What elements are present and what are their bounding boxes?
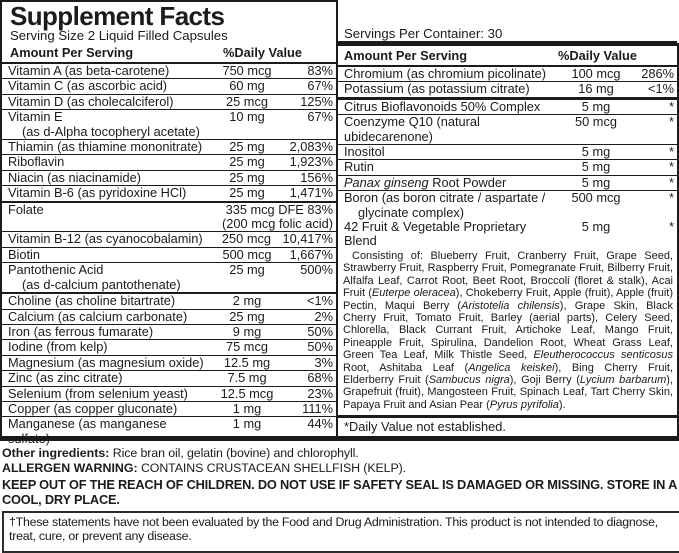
nutrient-name: Citrus Bioflavonoids 50% Complex	[344, 98, 541, 114]
label-footer	[2, 446, 679, 553]
nutrient-amount: 5 mg	[581, 174, 611, 190]
nutrient-row	[338, 97, 677, 114]
supplement-facts-title: Supplement Facts	[10, 1, 225, 31]
nutrient-dv: 156%	[300, 169, 333, 185]
nutrient-dv: 2%	[314, 308, 333, 324]
nutrient-amount: 250 mcg	[221, 231, 272, 247]
nutrient-dv: *	[669, 144, 674, 160]
nutrient-row	[2, 109, 336, 139]
nutrient-amount: 5 mg	[581, 219, 611, 235]
other-ingredients-text: Rice bran oil, gelatin (bovine) and chlorophyll.	[109, 446, 359, 460]
nutrient-name: Vitamin B-6 (as pyridoxine HCl)	[8, 185, 187, 201]
nutrient-amount: 500 mcg	[222, 246, 272, 262]
nutrient-dv: 125%	[300, 93, 333, 109]
nutrient-row	[2, 386, 336, 401]
amount-header-label: Amount Per Serving	[10, 45, 134, 60]
allergen-warning-label: ALLERGEN WARNING:	[2, 461, 138, 476]
nutrient-dv: *	[669, 219, 674, 235]
amount-header-label: Amount Per Serving	[344, 48, 468, 63]
nutrient-dv: *	[669, 98, 674, 114]
nutrient-name: Folate	[8, 201, 44, 217]
nutrient-dv: 3%	[314, 354, 333, 370]
dv-header-label: %Daily Value	[223, 45, 302, 60]
nutrient-amount: 500 mcg	[571, 190, 621, 206]
nutrient-amount: 750 mcg	[222, 63, 272, 78]
nutrient-name: Riboflavin	[8, 154, 65, 170]
nutrient-dv: *	[669, 174, 674, 190]
other-ingredients	[2, 446, 679, 460]
nutrient-row	[2, 262, 336, 292]
nutrient-row	[2, 78, 336, 93]
nutrient-amount: 7.5 mg	[227, 370, 267, 386]
nutrient-row	[2, 154, 336, 169]
nutrient-row	[2, 324, 336, 339]
allergen-warning	[2, 461, 679, 475]
nutrient-amount: 25 mg	[229, 308, 265, 324]
fda-disclaimer-box	[2, 511, 679, 553]
nutrient-amount: 25 mg	[229, 169, 265, 185]
nutrient-row	[2, 139, 336, 154]
nutrient-row	[2, 416, 336, 446]
nutrient-name: Niacin (as niacinamide)	[8, 169, 141, 185]
nutrient-amount: 2 mg	[232, 293, 262, 309]
fda-disclaimer: †These statements have not been evaluated by the Food and Drug Administration. This product is not intended to diagnose, treat, cure, or prevent any disease.	[9, 515, 658, 544]
proprietary-blend-row	[338, 220, 677, 249]
nutrient-dv: 1,667%	[289, 246, 333, 262]
nutrient-amount: 1 mg	[232, 416, 262, 432]
nutrient-dv: 67%	[307, 109, 333, 125]
dv-header-label: %Daily Value	[558, 48, 637, 63]
nutrient-amount: 50 mcg	[575, 114, 617, 130]
nutrient-dv: 1,923%	[289, 154, 333, 170]
nutrient-name: Panax ginseng Root Powder	[344, 174, 507, 190]
nutrient-amount: 25 mcg	[226, 93, 268, 109]
nutrient-name: Coenzyme Q10 (natural ubidecarenone)	[344, 114, 480, 144]
nutrient-name: Iron (as ferrous fumarate)	[8, 323, 154, 339]
other-ingredients-label: Other ingredients:	[2, 446, 110, 460]
nutrient-name: Chromium (as chromium picolinate)	[344, 66, 546, 81]
nutrient-dv: 10,417%	[282, 231, 333, 247]
nutrient-name: Biotin	[8, 246, 41, 262]
nutrient-row	[338, 67, 677, 81]
nutrient-dv: *	[669, 114, 674, 130]
nutrient-row	[338, 220, 677, 249]
nutrient-dv: <1%	[648, 81, 674, 97]
allergen-warning-text: CONTAINS CRUSTACEAN SHELLFISH (KELP).	[137, 461, 406, 476]
nutrient-row	[338, 159, 677, 174]
nutrient-dv: 500%	[300, 262, 333, 278]
nutrient-name: 42 Fruit & Vegetable Proprietary Blend	[344, 219, 527, 249]
nutrient-row	[2, 292, 336, 308]
nutrient-row	[2, 94, 336, 109]
nutrient-amount: 10 mg	[229, 109, 265, 125]
nutrient-name: Boron (as boron citrate / aspartate / glycinate complex)	[344, 190, 546, 220]
nutrient-name: Zinc (as zinc citrate)	[8, 370, 123, 386]
right-column	[338, 0, 677, 436]
nutrient-amount: 75 mcg	[226, 339, 268, 355]
nutrient-dv: 23%	[307, 385, 333, 401]
nutrient-amount: 335 mcg DFE 83% (200 mcg folic acid)	[222, 201, 333, 232]
nutrient-dv: <1%	[307, 293, 333, 309]
nutrient-amount: 25 mg	[229, 185, 265, 201]
nutrient-name: Potassium (as potassium citrate)	[344, 81, 530, 97]
nutrient-amount: 25 mg	[229, 139, 265, 155]
nutrient-row	[2, 355, 336, 370]
nutrient-row	[2, 370, 336, 385]
nutrient-dv: 286%	[641, 66, 674, 81]
nutrient-amount: 1 mg	[232, 400, 262, 416]
nutrient-dv: 67%	[307, 78, 333, 94]
nutrient-row	[2, 201, 336, 232]
nutrient-name: Choline (as choline bitartrate)	[8, 293, 176, 309]
nutrient-dv: *	[669, 190, 674, 206]
nutrient-amount: 16 mg	[578, 81, 614, 97]
nutrient-dv: 1,471%	[289, 185, 333, 201]
column-header	[338, 46, 677, 67]
nutrient-amount: 25 mg	[229, 262, 265, 278]
nutrient-name: Manganese (as manganese sulfate)	[8, 416, 167, 446]
nutrient-dv: 50%	[307, 323, 333, 339]
left-column	[2, 0, 336, 446]
keep-out-warning: KEEP OUT OF THE REACH OF CHILDREN. DO NOT USE IF SAFETY SEAL IS DAMAGED OR MISSING. STORE IN A COOL, DRY PLACE.	[2, 477, 677, 507]
nutrient-amount: 12.5 mcg	[220, 385, 274, 401]
servings-per-container: Servings Per Container: 30	[344, 26, 503, 41]
nutrient-amount: 5 mg	[581, 98, 611, 114]
nutrient-row	[2, 231, 336, 246]
nutrient-rows-right	[338, 67, 677, 220]
nutrient-amount: 5 mg	[581, 159, 611, 175]
nutrient-row	[2, 309, 336, 324]
nutrient-dv: 2,083%	[289, 139, 333, 155]
nutrient-name: Vitamin E (as d-Alpha tocopheryl acetate)	[8, 109, 200, 139]
nutrient-row	[2, 64, 336, 78]
nutrient-row	[338, 144, 677, 159]
nutrient-rows-left	[2, 64, 336, 446]
nutrient-row	[338, 190, 677, 220]
nutrient-row	[2, 170, 336, 185]
nutrient-name: Calcium (as calcium carbonate)	[8, 308, 188, 324]
nutrient-amount: 12.5 mg	[223, 354, 271, 370]
column-header	[2, 43, 336, 64]
nutrient-row	[2, 247, 336, 262]
nutrient-amount: 100 mcg	[571, 66, 621, 81]
nutrient-name: Vitamin A (as beta-carotene)	[8, 63, 170, 78]
nutrient-amount: 5 mg	[581, 144, 611, 160]
blend-description: Consisting of: Blueberry Fruit, Cranberry Fruit, Grape Seed, Strawberry Fruit, Raspberry Fruit, Pomegranate Fruit, Bilberry Fruit, Alfalfa Leaf, Carrot Root, Beet Root, Broccoli (floret & stalk), Acai Fruit (Euterpe oleracea), Chokeberry Fruit, Apple (fruit), Apple (fruit) Pectin, Maqui Berry (Aristotelia chilensis), Grape Skin, Black Cherry Fruit, Tomato Fruit, Barley (aerial parts), Celery Seed, Chlorella, Black Currant Fruit, Artichoke Leaf, Mango Fruit, Pineapple Fruit, Spirulina, Dandelion Root, Wheat Grass Leaf, Green Tea Leaf, Milk Thistle Seed, Eleutherococcus senticosus Root, Ashitaba Leaf (Angelica keiskei), Bing Cherry Fruit, Elderberry Fruit (Sambucus nigra), Goji Berry (Lycium barbarum), Grapefruit (fruit), Mangosteen Fruit, Spinach Leaf, Tart Cherry Skin, Papaya Fruit and Asian Pear (Pyrus pyrifolia).	[343, 249, 674, 411]
nutrient-row	[2, 185, 336, 200]
nutrient-dv: 83%	[307, 63, 333, 78]
nutrient-name: Vitamin D (as cholecalciferol)	[8, 93, 174, 109]
nutrient-row	[2, 339, 336, 354]
nutrient-row	[338, 175, 677, 190]
nutrient-name: Vitamin B-12 (as cyanocobalamin)	[8, 231, 203, 247]
nutrient-dv: *	[669, 159, 674, 175]
nutrient-row	[338, 114, 677, 144]
nutrient-row	[2, 401, 336, 416]
nutrient-dv: 50%	[307, 339, 333, 355]
nutrient-name: Iodine (from kelp)	[8, 339, 108, 355]
serving-size: Serving Size 2 Liquid Filled Capsules	[10, 28, 228, 43]
nutrient-name: Selenium (from selenium yeast)	[8, 385, 188, 401]
nutrient-name: Magnesium (as magnesium oxide)	[8, 354, 204, 370]
nutrient-name: Thiamin (as thiamine mononitrate)	[8, 139, 203, 155]
nutrient-amount: 9 mg	[232, 323, 262, 339]
nutrient-dv: 44%	[307, 416, 333, 432]
nutrient-name: Rutin	[344, 159, 374, 175]
dv-footnote: *Daily Value not established.	[338, 415, 677, 436]
nutrient-name: Inositol	[344, 144, 385, 160]
nutrient-dv: 68%	[307, 370, 333, 386]
nutrient-dv: 111%	[302, 400, 333, 416]
nutrient-name: Copper (as copper gluconate)	[8, 400, 178, 416]
nutrient-row	[338, 81, 677, 96]
nutrient-amount: 25 mg	[229, 154, 265, 170]
nutrient-name: Vitamin C (as ascorbic acid)	[8, 78, 168, 94]
nutrient-name: Pantothenic Acid (as d-calcium pantothenate)	[8, 262, 181, 292]
nutrient-amount: 60 mg	[229, 78, 265, 94]
